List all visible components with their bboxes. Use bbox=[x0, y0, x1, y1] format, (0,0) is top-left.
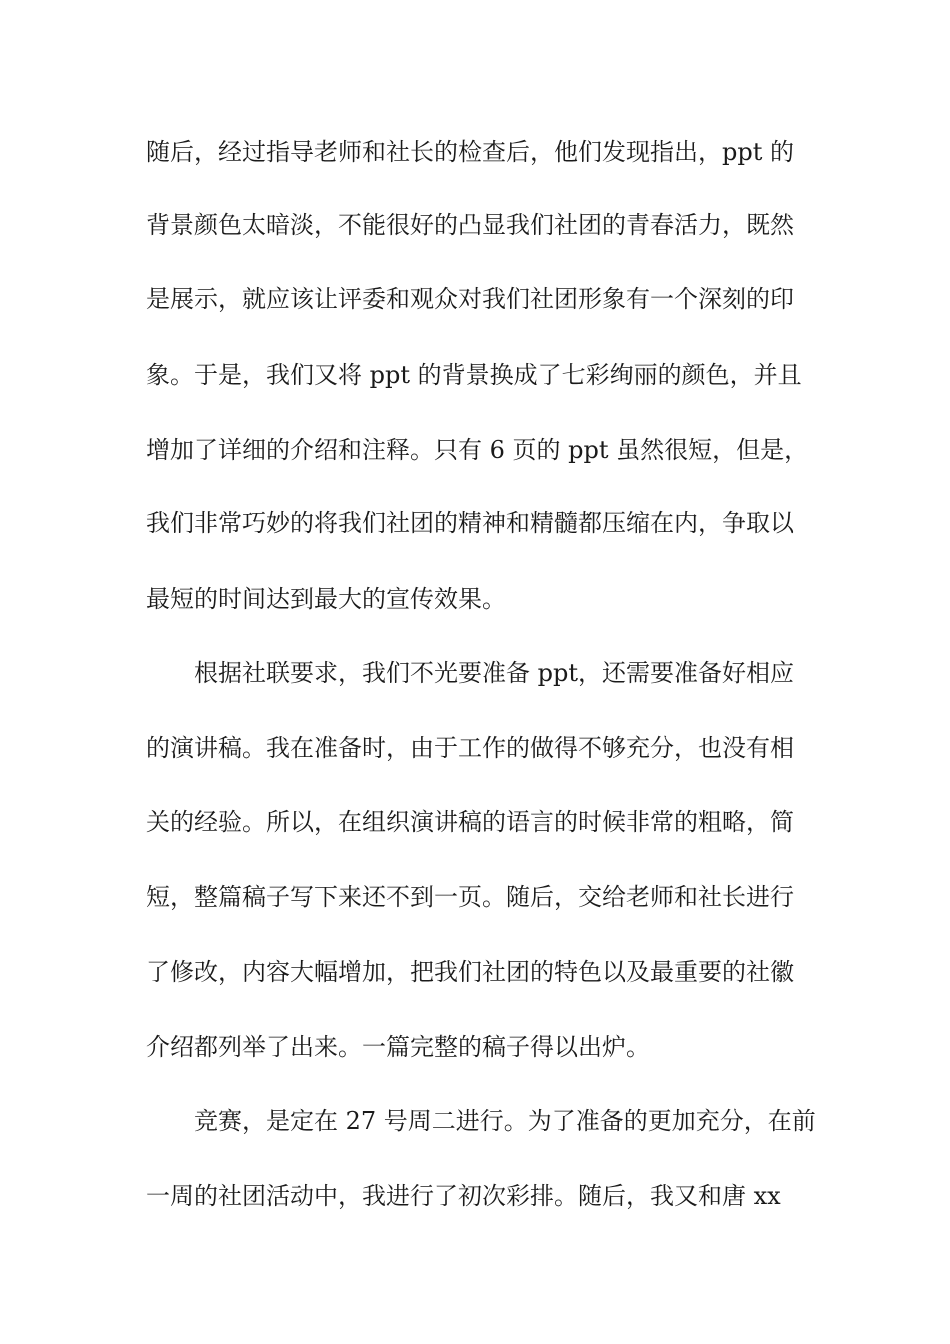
paragraph-2-line-4: 短，整篇稿子写下来还不到一页。随后，交给老师和社长进行 bbox=[146, 883, 794, 911]
paragraph-1-line-3: 是展示，就应该让评委和观众对我们社团形象有一个深刻的印 bbox=[146, 285, 794, 313]
paragraph-1-line-6: 我们非常巧妙的将我们社团的精神和精髓都压缩在内，争取以 bbox=[146, 509, 794, 537]
paragraph-2-line-6: 介绍都列举了出来。一篇完整的稿子得以出炉。 bbox=[146, 1033, 650, 1061]
paragraph-1-line-2: 背景颜色太暗淡，不能很好的凸显我们社团的青春活力，既然 bbox=[146, 211, 794, 239]
paragraph-1-line-7: 最短的时间达到最大的宣传效果。 bbox=[146, 585, 506, 613]
paragraph-2-line-2: 的演讲稿。我在准备时，由于工作的做得不够充分，也没有相 bbox=[146, 734, 794, 762]
paragraph-1-line-4: 象。于是，我们又将 ppt 的背景换成了七彩绚丽的颜色，并且 bbox=[146, 361, 802, 389]
paragraph-2-line-3: 关的经验。所以，在组织演讲稿的语言的时候非常的粗略，简 bbox=[146, 808, 794, 836]
paragraph-3-line-1: 竞赛，是定在 27 号周二进行。为了准备的更加充分，在前 bbox=[194, 1107, 816, 1135]
paragraph-1-line-1: 随后，经过指导老师和社长的检查后，他们发现指出，ppt 的 bbox=[146, 138, 794, 166]
paragraph-2-line-1: 根据社联要求，我们不光要准备 ppt，还需要准备好相应 bbox=[194, 659, 794, 687]
paragraph-3-line-2: 一周的社团活动中，我进行了初次彩排。随后，我又和唐 xx bbox=[146, 1182, 781, 1210]
paragraph-2-line-5: 了修改，内容大幅增加，把我们社团的特色以及最重要的社徽 bbox=[146, 958, 794, 986]
paragraph-1-line-5: 增加了详细的介绍和注释。只有 6 页的 ppt 虽然很短，但是， bbox=[146, 436, 809, 464]
